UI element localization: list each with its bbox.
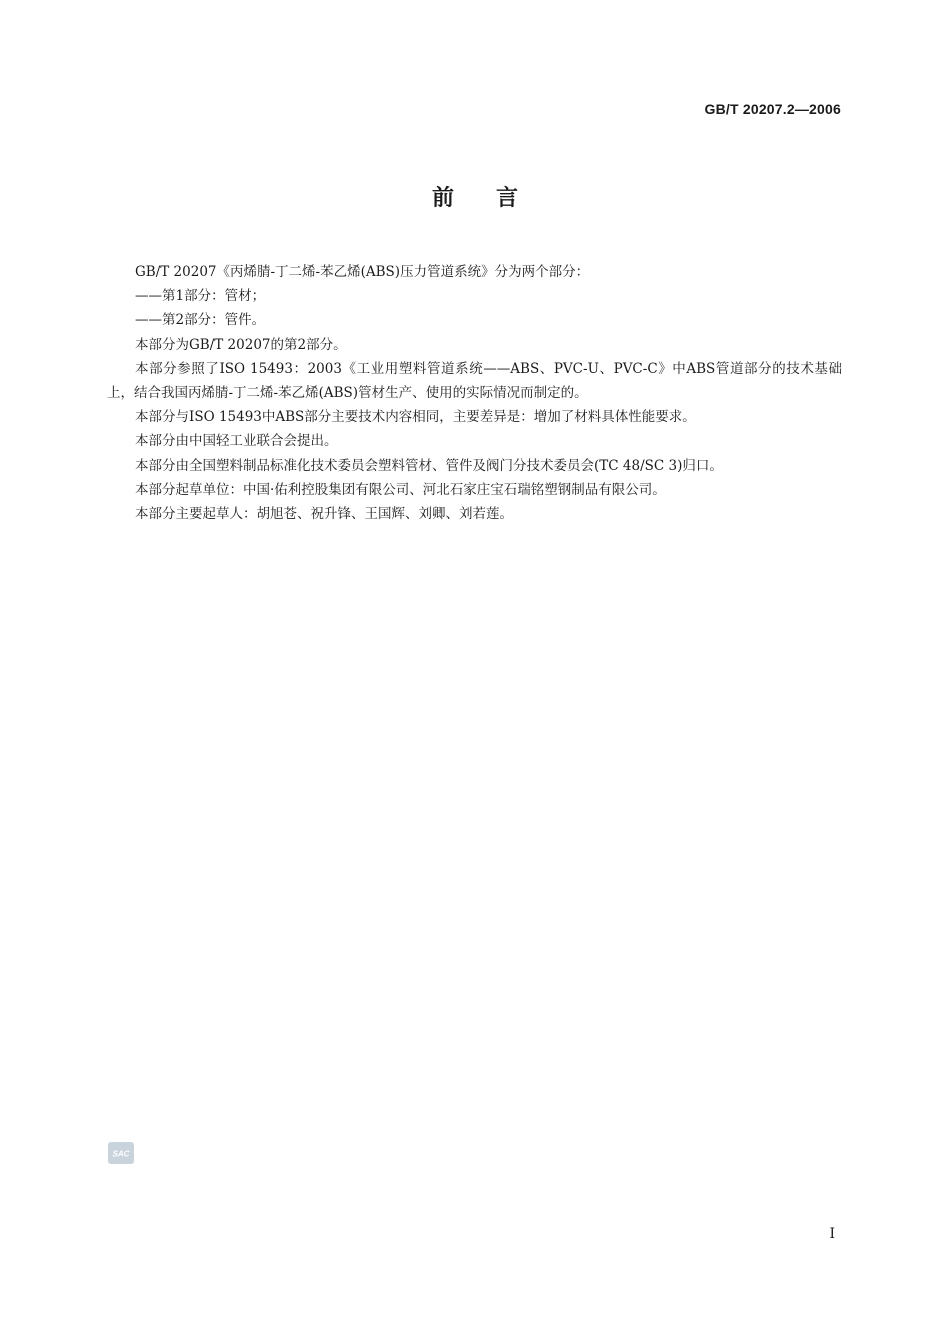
sac-logo-icon [108,1142,134,1164]
paragraph: ——第1部分：管材； [135,288,266,305]
standard-number: GB/T 20207.2—2006 [704,101,841,117]
paragraph: ——第2部分：管件。 [135,312,266,329]
paragraph: 本部分起草单位：中国·佑利控股集团有限公司、河北石家庄宝石瑞铭塑钢制品有限公司。 [135,481,666,498]
paragraph: 本部分由全国塑料制品标准化技术委员会塑料管材、管件及阀门分技术委员会(TC 48/SC 3)归口。 [135,457,723,474]
foreword-body [107,260,842,526]
logo-text: SAC [112,1149,130,1159]
page-number: I [829,1226,835,1242]
paragraph: 本部分参照了ISO 15493：2003《工业用塑料管道系统——ABS、PVC-U、PVC-C》中ABS管道部分的技术基础上，结合我国丙烯腈-丁二烯-苯乙烯(ABS)管材生产、使用的实际情况而制定的。 [107,360,842,402]
paragraph: 本部分与ISO 15493中ABS部分主要技术内容相同，主要差异是：增加了材料具体性能要求。 [135,409,696,426]
paragraph: GB/T 20207《丙烯腈-丁二烯-苯乙烯(ABS)压力管道系统》分为两个部分： [135,264,590,280]
paragraph: 本部分主要起草人：胡旭苍、祝升锋、王国辉、刘卿、刘若莲。 [135,506,513,523]
paragraph: 本部分由中国轻工业联合会提出。 [135,433,338,450]
page-title: 前言 [431,186,560,211]
paragraph: 本部分为GB/T 20207的第2部分。 [135,336,347,353]
